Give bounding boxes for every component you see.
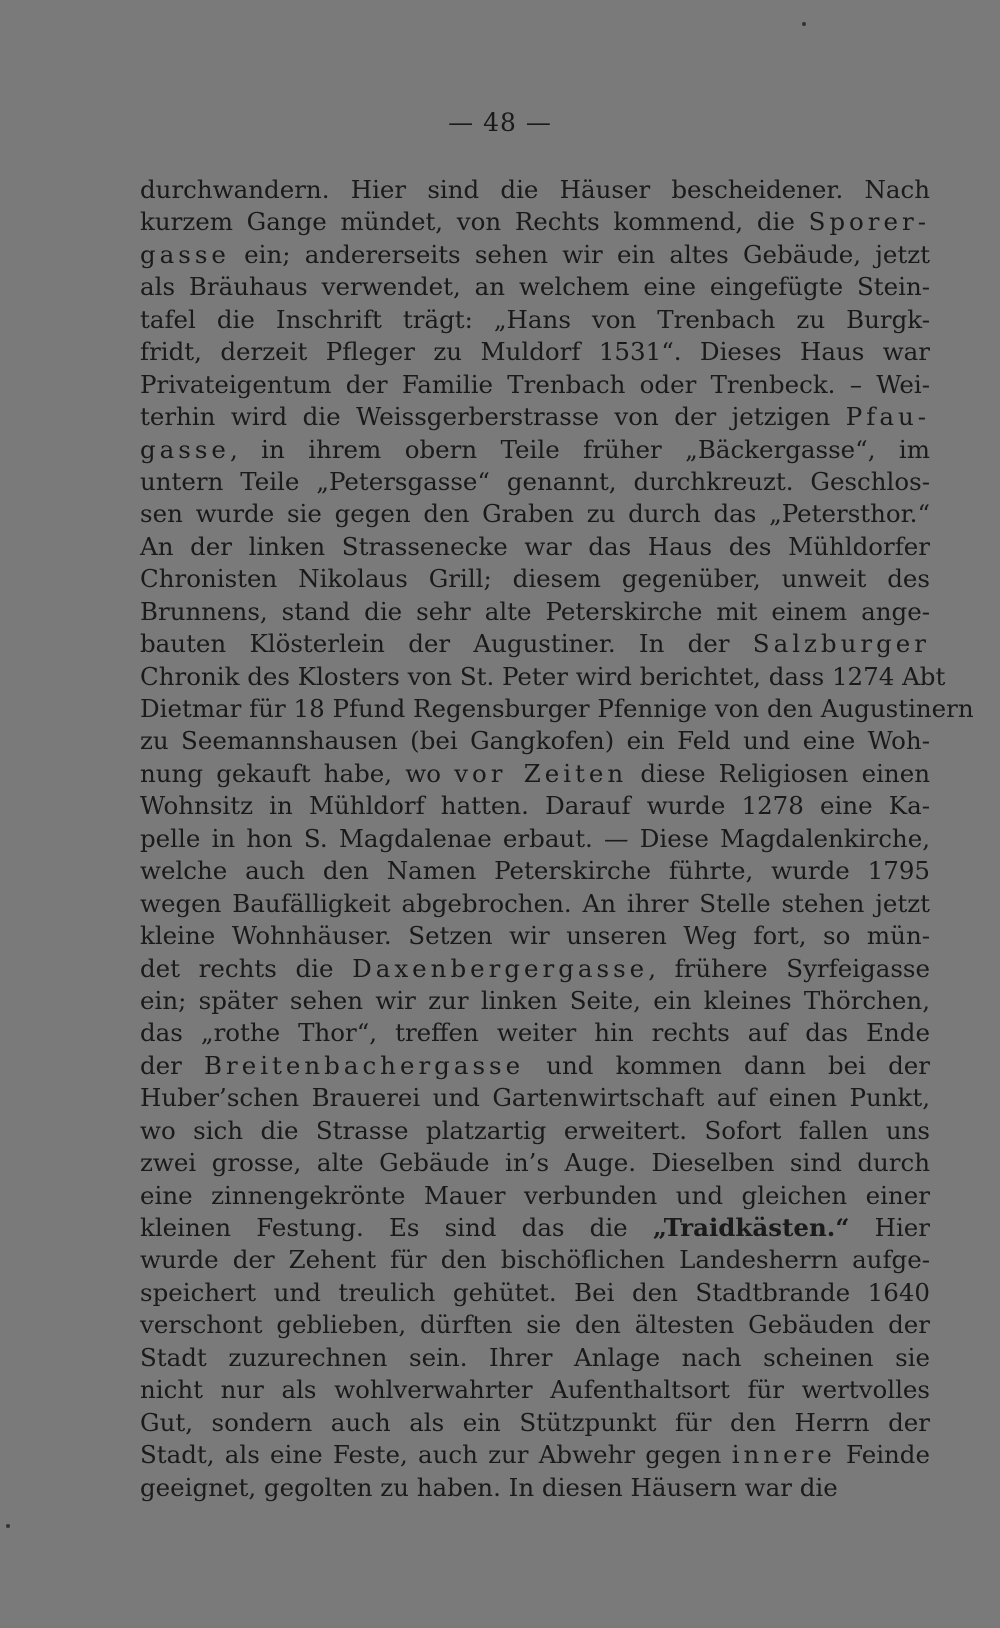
text-segment: sen wurde sie gegen den Graben zu durch das „Petersthor.“ [140,499,930,529]
text-line [140,1472,930,1504]
text-line [140,1309,930,1341]
text-line [140,401,930,433]
text-segment: durchwandern. Hier sind die Häuser bescheidener. Nach [140,175,930,204]
page-text-body [140,174,974,1504]
text-line [140,336,930,368]
text-line [140,888,930,920]
text-segment: An der linken Strassenecke war das Haus des Mühldorfer [140,531,930,561]
text-line [140,596,930,628]
text-segment: Huber’schen Brauerei und Gartenwirtschaft auf einen Punkt, [140,1083,930,1113]
text-line [140,1407,930,1439]
text-line [140,271,930,303]
text-line [140,823,930,855]
text-line [140,790,930,822]
text-segment: ein; andererseits sehen wir ein altes Gebäude, jetzt [229,239,930,269]
ink-speck [6,1524,10,1528]
spaced-emphasis-text: gasse [140,434,230,464]
text-line [140,758,930,790]
text-segment: fridt, derzeit Pfleger zu Muldorf 1531“. Dieses Haus war [140,337,930,367]
text-line [140,920,930,952]
text-segment: kleinen Festung. Es sind das die [140,1213,653,1242]
text-line [140,498,930,530]
text-segment: Feinde [835,1440,930,1470]
text-segment: Wohnsitz in Mühldorf hatten. Darauf wurde 1278 eine Ka- [140,791,930,821]
text-line [140,953,930,985]
text-segment: Dietmar für 18 Pfund Regensburger Pfennige von den Augustinern [140,694,974,723]
text-line [140,174,930,206]
text-segment: diese Religiosen einen [627,758,930,788]
text-line [140,1017,930,1049]
text-segment: als Bräuhaus verwendet, an welchem eine eingefügte Stein- [140,272,930,302]
text-segment: wo sich die Strasse platzartig erweitert. Sofort fallen uns [140,1115,930,1145]
text-segment: geeignet, gegolten zu haben. In diesen Häusern war die [140,1472,838,1502]
text-segment: det rechts die [140,953,353,983]
text-line [140,661,946,693]
text-line [140,1212,930,1244]
text-segment: tafel die Inschrift trägt: „Hans von Trenbach zu Burgk- [140,304,930,334]
text-line [140,1439,930,1471]
text-segment: , frühere Syrfeigasse [648,953,930,983]
text-line [140,1115,930,1147]
page-number: — 48 — [448,108,552,137]
text-line [140,1082,930,1114]
text-segment: eine zinnengekrönte Mauer verbunden und gleichen einer [140,1180,930,1210]
text-segment: Hier [849,1213,930,1242]
text-segment: Stadt, als eine Feste, auch zur Abwehr gegen [140,1440,732,1470]
text-line [140,855,930,887]
spaced-emphasis-text: gasse [140,239,230,269]
text-line [140,1244,930,1276]
text-line [140,985,930,1017]
text-line [140,304,930,336]
text-line [140,206,930,238]
text-line [140,369,930,401]
text-segment: verschont geblieben, dürften sie den ältesten Gebäuden der [140,1310,930,1340]
spaced-emphasis-text: Sporer- [808,207,930,237]
text-segment: ein; später sehen wir zur linken Seite, ein kleines Thörchen, [140,985,930,1015]
text-line [140,1374,930,1406]
text-segment: kleine Wohnhäuser. Setzen wir unseren Weg fort, so mün- [140,921,930,951]
text-line [140,1180,930,1212]
text-segment: untern Teile „Petersgasse“ genannt, durchkreuzt. Geschlos- [140,466,930,496]
text-segment: kurzem Gange mündet, von Rechts kommend, die [140,207,809,237]
text-line [140,628,930,660]
text-segment: Stadt zuzurechnen sein. Ihrer Anlage nach scheinen sie [140,1342,930,1372]
spaced-emphasis-text: innere [731,1440,836,1470]
text-segment: Chronik des Klosters von St. Peter wird berichtet, dass 1274 Abt [140,661,946,691]
text-segment: bauten Klösterlein der Augustiner. In der [140,629,753,659]
text-segment: terhin wird die Weissgerberstrasse von der jetzigen [140,402,846,432]
spaced-emphasis-text: Daxenbergergasse [352,953,649,983]
text-segment: zu Seemannshausen (bei Gangkofen) ein Feld und eine Woh- [140,726,930,756]
text-line [140,563,930,595]
text-line [140,1342,930,1374]
text-segment: Chronisten Nikolaus Grill; diesem gegenüber, unweit des [140,564,930,594]
text-segment: pelle in hon S. Magdalenae erbaut. — Diese Magdalenkirche, [140,823,930,853]
text-line [140,1277,930,1309]
text-segment: speichert und treulich gehütet. Bei den Stadtbrande 1640 [140,1277,930,1307]
text-segment: Gut, sondern auch als ein Stützpunkt für den Herrn der [140,1407,930,1437]
text-segment: das „rothe Thor“, treffen weiter hin rechts auf das Ende [140,1018,930,1048]
text-segment: wurde der Zehent für den bischöflichen Landesherrn aufge- [140,1245,930,1275]
ink-speck [802,22,806,26]
text-segment: nicht nur als wohlverwahrter Aufenthaltsort für wertvolles [140,1375,930,1405]
text-segment: welche auch den Namen Peterskirche führte, wurde 1795 [140,856,930,886]
text-line [140,1050,930,1082]
text-line [140,434,930,466]
text-line [140,531,930,563]
text-segment: der [140,1050,204,1080]
text-segment: zwei grosse, alte Gebäude in’s Auge. Dieselben sind durch [140,1148,930,1178]
spaced-emphasis-text: Pfau- [845,402,930,432]
text-line [140,466,930,498]
text-line [140,1147,930,1179]
text-segment: und kommen dann bei der [524,1050,930,1080]
text-segment: , in ihrem obern Teile früher „Bäckergasse“, im [229,434,930,464]
text-segment: nung gekauft habe, wo [140,758,455,788]
text-segment: Brunnens, stand die sehr alte Peterskirche mit einem ange- [140,596,930,626]
text-line [140,725,930,757]
spaced-emphasis-text: vor Zeiten [454,758,628,788]
text-line [140,693,974,725]
text-segment: wegen Baufälligkeit abgebrochen. An ihrer Stelle stehen jetzt [140,888,930,918]
text-line [140,239,930,271]
spaced-emphasis-text: Breitenbachergasse [204,1050,525,1080]
spaced-emphasis-text: Salzburger [752,629,930,659]
text-segment: Privateigentum der Familie Trenbach oder Trenbeck. – Wei- [140,369,930,399]
bold-emphasis-text: „Traidkästen.“ [652,1213,850,1242]
